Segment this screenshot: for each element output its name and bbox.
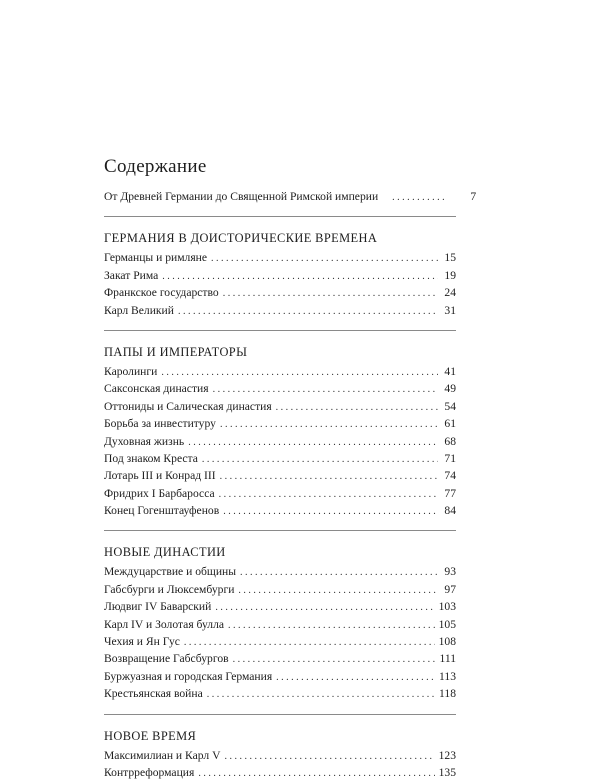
dot-leader xyxy=(215,599,434,616)
toc-entry-page: 24 xyxy=(444,286,456,300)
toc-entry xyxy=(104,581,456,598)
toc-entry-label: Франкское государство xyxy=(104,286,219,300)
toc-entry-page: 105 xyxy=(438,617,456,631)
toc-entry xyxy=(104,467,456,484)
toc-entry-page: 97 xyxy=(444,582,456,596)
section-title: НОВОЕ ВРЕМЯ xyxy=(104,728,197,743)
dot-leader xyxy=(392,189,444,206)
dot-leader xyxy=(211,250,438,267)
toc-section xyxy=(104,229,456,319)
toc-entry xyxy=(104,650,456,667)
toc-entry-page: 61 xyxy=(444,417,456,431)
section-divider xyxy=(104,530,456,531)
toc-entry-page: 84 xyxy=(444,504,456,518)
toc-entry xyxy=(104,450,456,467)
toc-entry-page: 103 xyxy=(438,600,456,614)
toc-entry xyxy=(104,284,456,301)
toc-entry xyxy=(104,668,456,685)
toc-entry-page: 31 xyxy=(444,303,456,317)
toc-sections xyxy=(104,216,456,781)
toc-entry xyxy=(104,598,456,615)
toc-entry-label: Чехия и Ян Гус xyxy=(104,635,180,649)
toc-section xyxy=(104,543,456,702)
toc-entry-label: Саксонская династия xyxy=(104,382,209,396)
toc-entry xyxy=(104,502,456,519)
toc-entry-label: Габсбурги и Люксембурги xyxy=(104,582,235,596)
toc-entry-label: Карл Великий xyxy=(104,303,174,317)
toc-entry-page: 111 xyxy=(439,652,456,666)
toc-section xyxy=(104,343,456,520)
dot-leader xyxy=(188,434,438,451)
dot-leader xyxy=(233,651,436,668)
toc-entry-page: 71 xyxy=(444,451,456,465)
toc-entry xyxy=(104,685,456,702)
dot-leader xyxy=(202,451,438,468)
toc-entry-label: Оттониды и Салическая династия xyxy=(104,399,272,413)
dot-leader xyxy=(220,468,438,485)
toc-entry xyxy=(104,363,456,380)
toc-entry-page: 93 xyxy=(444,565,456,579)
toc-entry xyxy=(104,485,456,502)
toc-entry-label: Карл IV и Золотая булла xyxy=(104,617,225,631)
toc-entry-label: Возвращение Габсбургов xyxy=(104,652,229,666)
toc-entry xyxy=(104,249,456,266)
dot-leader xyxy=(228,617,435,634)
section-divider xyxy=(104,330,456,331)
toc-entry-label: От Древней Германии до Священной Римской империи xyxy=(104,190,379,203)
dot-leader xyxy=(219,486,438,503)
dot-leader xyxy=(161,364,438,381)
dot-leader xyxy=(162,268,438,285)
table-of-contents xyxy=(104,156,477,781)
toc-entry-page: 15 xyxy=(444,251,456,265)
dot-leader xyxy=(178,303,438,320)
dot-leader xyxy=(224,748,434,765)
toc-entry-label: Междуцарствие и общины xyxy=(104,565,237,579)
toc-entry xyxy=(104,764,456,781)
section-title: ГЕРМАНИЯ В ДОИСТОРИЧЕСКИЕ ВРЕМЕНА xyxy=(104,231,378,246)
toc-entry-label: Германцы и римляне xyxy=(104,251,207,265)
toc-entry xyxy=(104,267,456,284)
toc-entry-label: Конец Гогенштауфенов xyxy=(104,504,220,518)
section-divider xyxy=(104,714,456,715)
dot-leader xyxy=(198,765,434,782)
dot-leader xyxy=(238,582,438,599)
toc-entry xyxy=(104,433,456,450)
toc-entry-label: Людвиг IV Баварский xyxy=(104,600,212,614)
dot-leader xyxy=(207,686,435,703)
section-title: НОВЫЕ ДИНАСТИИ xyxy=(104,545,226,560)
toc-entry xyxy=(104,633,456,650)
toc-entry-label: Максимилиан и Карл V xyxy=(104,748,221,762)
dot-leader xyxy=(223,503,438,520)
dot-leader xyxy=(240,564,438,581)
toc-entry-label: Борьба за инвеституру xyxy=(104,417,216,431)
toc-entry-label: Крестьянская война xyxy=(104,687,203,701)
dot-leader xyxy=(223,285,438,302)
toc-entry-page: 113 xyxy=(439,669,456,683)
toc-entry-page: 49 xyxy=(444,382,456,396)
toc-entry xyxy=(104,747,456,764)
toc-entry-page: 77 xyxy=(444,486,456,500)
toc-entry-label: Контрреформация xyxy=(104,765,195,779)
section-title: ПАПЫ И ИМПЕРАТОРЫ xyxy=(104,344,248,359)
toc-entry-label: Буржуазная и городская Германия xyxy=(104,669,273,683)
toc-entry-label: Духовная жизнь xyxy=(104,434,185,448)
toc-entry xyxy=(104,415,456,432)
toc-entry-page: 123 xyxy=(438,748,456,762)
toc-entry-page: 108 xyxy=(438,635,456,649)
toc-entry-page: 54 xyxy=(444,399,456,413)
dot-leader xyxy=(220,416,438,433)
toc-entry xyxy=(104,398,456,415)
toc-entry-page: 41 xyxy=(444,364,456,378)
toc-entry xyxy=(104,563,456,580)
toc-entry-page: 74 xyxy=(444,469,456,483)
section-divider xyxy=(104,216,456,217)
dot-leader xyxy=(276,669,435,686)
toc-title: Содержание xyxy=(104,156,207,177)
toc-entry xyxy=(104,616,456,633)
dot-leader xyxy=(213,381,438,398)
toc-entry-label: Каролинги xyxy=(104,364,158,378)
dot-leader xyxy=(276,399,438,416)
toc-entry-intro xyxy=(104,188,477,205)
toc-entry xyxy=(104,302,456,319)
toc-entry-label: Под знаком Креста xyxy=(104,451,198,465)
toc-section xyxy=(104,727,456,782)
dot-leader xyxy=(184,634,435,651)
toc-entry-page: 68 xyxy=(444,434,456,448)
toc-entry-page: 19 xyxy=(444,268,456,282)
toc-entry-page: 135 xyxy=(438,765,456,779)
toc-entry-page: 118 xyxy=(439,687,456,701)
toc-entry xyxy=(104,380,456,397)
toc-entry-label: Закат Рима xyxy=(104,268,159,282)
toc-entry-page: 7 xyxy=(470,190,477,203)
toc-entry-label: Фридрих I Барбаросса xyxy=(104,486,215,500)
toc-entry-label: Лотарь III и Конрад III xyxy=(104,469,216,483)
